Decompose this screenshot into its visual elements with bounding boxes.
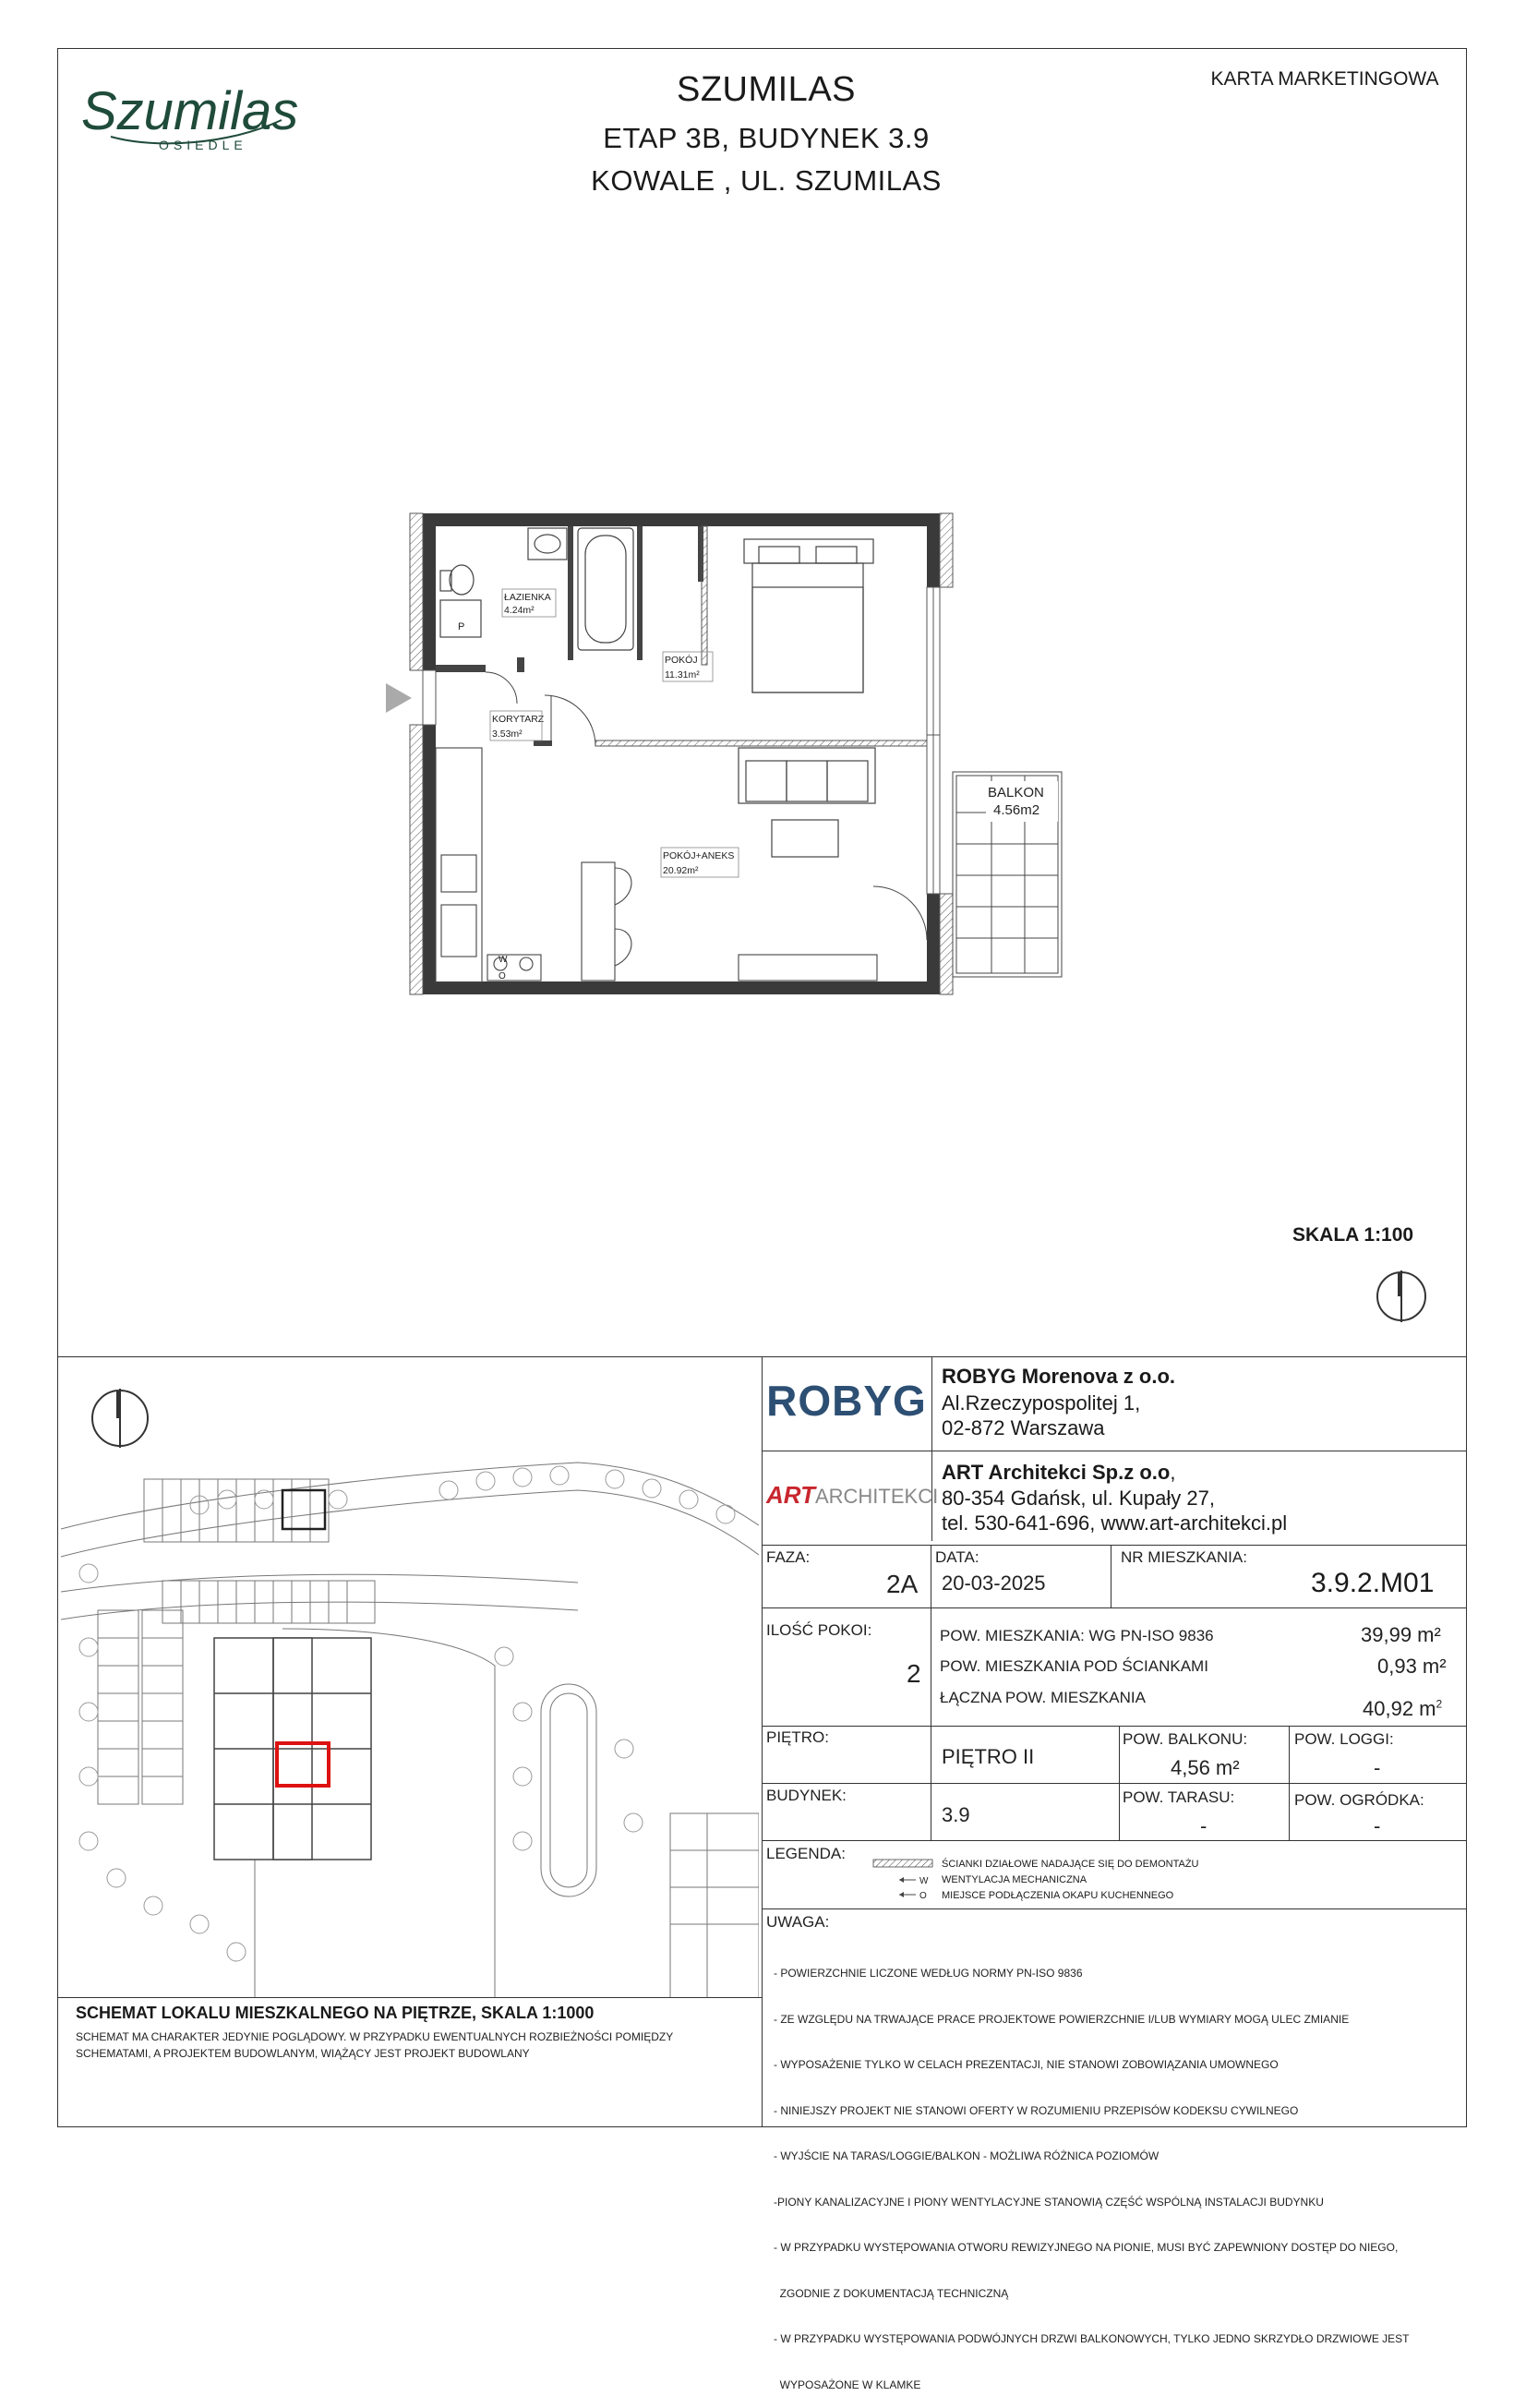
site-caption: SCHEMAT LOKALU MIESZKALNEGO NA PIĘTRZE, SKALA 1:1000 (76, 2004, 595, 2022)
uwaga-notes (774, 1935, 1410, 2408)
uwaga-line: WYPOSAŻONE W KLAMKE (774, 2378, 921, 2391)
room-name-lazienka: ŁAZIENKA (504, 592, 551, 603)
legend-symbols (871, 1858, 936, 1908)
balkon-label: POW. BALKONU: (1123, 1730, 1248, 1748)
data-label: DATA: (935, 1548, 979, 1566)
plan-scale-label: SKALA 1:100 (1292, 1224, 1414, 1246)
balcony-name: BALKON (988, 785, 1044, 801)
loggia-value: - (1374, 1756, 1381, 1779)
loggia-label: POW. LOGGI: (1294, 1730, 1394, 1748)
budynek-value: 3.9 (942, 1803, 970, 1826)
north-arrow-icon (1374, 1269, 1429, 1324)
legend-o-symbol: O (919, 1891, 927, 1901)
room-name-pokoj: POKÓJ (665, 655, 698, 666)
taras-value: - (1200, 1814, 1208, 1837)
uwaga-line: - W PRZYPADKU WYSTĘPOWANIA OTWORU REWIZYJNEGO NA PIONIE, MUSI BYĆ ZAPEWNIONY DOSTĘP DO NIEGO, (774, 2241, 1399, 2254)
page-title: SZUMILAS (676, 70, 857, 109)
uwaga-label: UWAGA: (766, 1913, 830, 1931)
balkon-value: 4,56 m² (1171, 1756, 1240, 1779)
room-area-lazienka: 4.24m² (504, 605, 535, 616)
room-area-pokoj-aneks: 20.92m² (663, 865, 699, 876)
pietro-label: PIĘTRO: (766, 1728, 830, 1746)
area-row-1-value: 39,99 m² (1361, 1623, 1441, 1646)
balcony-area: 4.56m2 (993, 802, 1040, 818)
legend-w-symbol: W (919, 1876, 929, 1886)
uwaga-line: - WYJŚCIE NA TARAS/LOGGIE/BALKON - MOŻLIWA RÓŻNICA POZIOMÓW (774, 2149, 1160, 2162)
area-row-2-label: POW. MIESZKANIA POD ŚCIANKAMI (940, 1657, 1208, 1675)
site-note-line-1: SCHEMAT MA CHARAKTER JEDYNIE POGLĄDOWY. W PRZYPADKU EWENTUALNYCH ROZBIEŻNOŚCI POMIĘDZY (76, 2030, 674, 2043)
floor-plan (369, 499, 1089, 1016)
nr-label: NR MIESZKANIA: (1121, 1548, 1247, 1566)
uwaga-line: - ZE WZGLĘDU NA TRWAJĄCE PRACE PROJEKTOWE POWIERZCHNIE I/LUB WYMIARY MOGĄ ULEC ZMIANIE (774, 2012, 1350, 2026)
uwaga-line: - POWIERZCHNIE LICZONE WEDŁUG NORMY PN-ISO 9836 (774, 1967, 1083, 1980)
area-row-3-label: ŁĄCZNA POW. MIESZKANIA (940, 1689, 1146, 1706)
faza-value: 2A (886, 1570, 919, 1598)
developer-address-2: 02-872 Warszawa (942, 1416, 1105, 1439)
art-logo-mark: ART (766, 1481, 815, 1509)
ogrodek-label: POW. OGRÓDKA: (1294, 1791, 1424, 1809)
uwaga-line: -PIONY KANALIZACYJNE I PIONY WENTYLACYJNE STANOWIĄ CZĘŚĆ WSPÓLNĄ INSTALACJI BUDYNKU (774, 2195, 1324, 2209)
ilosc-label: ILOŚĆ POKOI: (766, 1621, 872, 1639)
site-note-line-2: SCHEMATAMI, A PROJEKTEM BUDOWLANYM, WIĄŻĄCY JEST PROJEKT BUDOWLANY (76, 2047, 530, 2060)
divider-info-column (762, 1356, 763, 2127)
hatch-legend-icon (873, 1860, 932, 1867)
taras-label: POW. TARASU: (1123, 1788, 1235, 1806)
site-plan (61, 1361, 759, 1998)
area-row-2-value: 0,93 m² (1377, 1655, 1447, 1678)
legend-item-w: WENTYLACJA MECHANICZNA (942, 1874, 1087, 1885)
developer-address-1: Al.Rzeczypospolitej 1, (942, 1391, 1141, 1415)
legend-label: LEGENDA: (766, 1845, 846, 1862)
budynek-label: BUDYNEK: (766, 1787, 847, 1804)
art-logo-text: ARCHITEKCI (814, 1485, 939, 1508)
uwaga-line: - W PRZYPADKU WYSTĘPOWANIA PODWÓJNYCH DRZWI BALKONOWYCH, TYLKO JEDNO SKRZYDŁO DRZWIOWE JEST (774, 2332, 1410, 2345)
area-row-1-label: POW. MIESZKANIA: WG PN-ISO 9836 (940, 1627, 1214, 1644)
vent-w-label: W (499, 955, 508, 965)
page-subtitle-1: ETAP 3B, BUDYNEK 3.9 (603, 122, 930, 154)
site-north-arrow-icon (92, 1389, 148, 1448)
entrance-arrow-icon (386, 683, 412, 713)
card-type-label: KARTA MARKETINGOWA (1210, 68, 1439, 90)
nr-value: 3.9.2.M01 (1311, 1568, 1435, 1598)
room-area-pokoj: 11.31m² (665, 669, 700, 680)
art-architekci-logo (766, 1481, 938, 1510)
szumilas-logo (74, 65, 314, 166)
pietro-value: PIĘTRO II (942, 1745, 1035, 1768)
room-name-korytarz: KORYTARZ (492, 714, 545, 725)
fixture-p-label: P (458, 621, 465, 632)
page-subtitle-2: KOWALE , UL. SZUMILAS (591, 164, 942, 197)
uwaga-line: - NINIEJSZY PROJEKT NIE STANOWI OFERTY W ROZUMIENIU PRZEPISÓW KODEKSU CYWILNEGO (774, 2103, 1299, 2117)
uwaga-line: ZGODNIE Z DOKUMENTACJĄ TECHNICZNĄ (774, 2286, 1009, 2300)
ilosc-value: 2 (907, 1659, 921, 1688)
room-name-pokoj-aneks: POKÓJ+ANEKS (663, 850, 735, 861)
uwaga-line: - WYPOSAŻENIE TYLKO W CELACH PREZENTACJI, NIE STANOWI ZOBOWIĄZANIA UMOWNEGO (774, 2058, 1279, 2071)
logo-sub-text: OSIEDLE (159, 138, 247, 152)
robyg-logo: ROBYG (766, 1377, 927, 1425)
logo-script-text: Szumilas (81, 81, 299, 141)
legend-item-hatch: ŚCIANKI DZIAŁOWE NADAJĄCE SIĘ DO DEMONTAŻU (942, 1859, 1199, 1870)
ogrodek-value: - (1374, 1814, 1381, 1837)
architect-address: 80-354 Gdańsk, ul. Kupały 27, (942, 1487, 1215, 1510)
data-value: 20-03-2025 (942, 1571, 1046, 1595)
architect-contact: tel. 530-641-696, www.art-architekci.pl (942, 1511, 1288, 1535)
developer-name: ROBYG Morenova z o.o. (942, 1365, 1176, 1388)
faza-label: FAZA: (766, 1548, 811, 1566)
area-row-3-value: 40,92 $m^2$ (1363, 1697, 1443, 1720)
legend-item-o: MIEJSCE PODŁĄCZENIA OKAPU KUCHENNEGO (942, 1890, 1174, 1901)
vent-o-label: O (499, 971, 506, 981)
room-area-korytarz: 3.53m² (492, 728, 523, 740)
architect-name: ART Architekci Sp.z o.o, (942, 1461, 1176, 1484)
